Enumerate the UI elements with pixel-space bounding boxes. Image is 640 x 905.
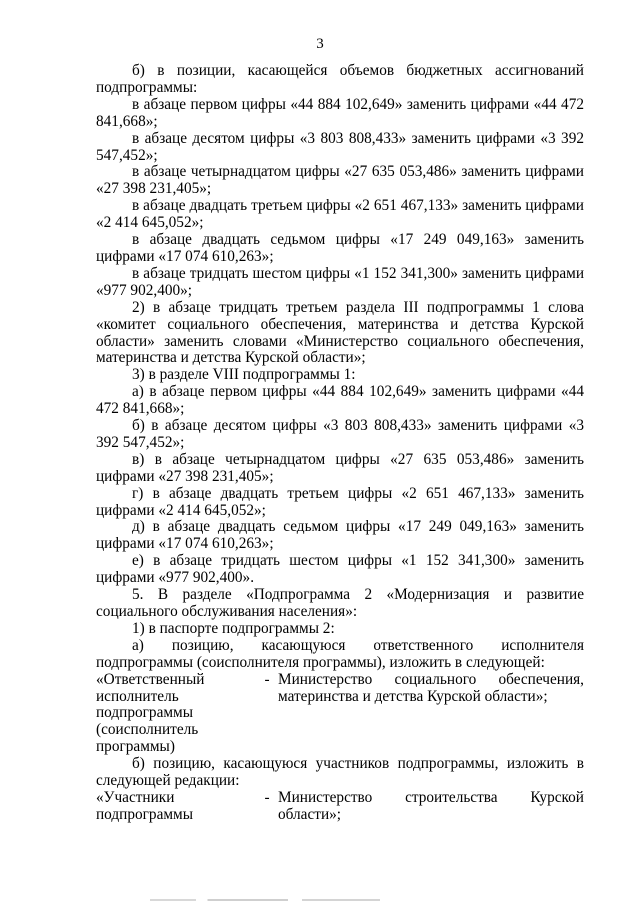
paragraph: в абзаце десятом цифры «3 803 808,433» заменить цифрами «3 392 547,452»; bbox=[96, 129, 584, 164]
row-label bbox=[96, 790, 246, 824]
paragraph: в абзаце четырнадцатом цифры «27 635 053,486» заменить цифрами «27 398 231,405»; bbox=[96, 163, 584, 198]
row-value: Министерство строительства Курской области»; bbox=[278, 788, 584, 823]
row-label bbox=[96, 672, 246, 757]
paragraph: в абзаце двадцать седьмом цифры «17 249 049,163» заменить цифрами «17 074 610,263»; bbox=[96, 231, 584, 265]
label-line: подпрограммы bbox=[96, 704, 194, 722]
paragraph: в абзаце первом цифры «44 884 102,649» заменить цифрами «44 472 841,668»; bbox=[96, 95, 584, 130]
paragraph: д) в абзаце двадцать седьмом цифры «17 249 049,163» заменить цифрами «17 074 610,263»; bbox=[96, 518, 584, 553]
label-line: исполнитель bbox=[96, 687, 179, 705]
label-line: подпрограммы bbox=[96, 805, 194, 823]
paragraph: г) в абзаце двадцать третьем цифры «2 651 467,133» заменить цифрами «2 414 645,052»; bbox=[96, 484, 584, 519]
paragraph: б) в позиции, касающейся объемов бюджетных ассигнований подпрограммы: bbox=[96, 62, 584, 96]
label-line: (соисполнитель bbox=[96, 721, 199, 739]
paragraph: в абзаце двадцать третьем цифры «2 651 467,133» заменить цифрами «2 414 645,052»; bbox=[96, 197, 584, 232]
paragraph: а) позицию, касающуюся ответственного исполнителя подпрограммы (соисполнителя программы), изложить в следующей: bbox=[96, 636, 584, 671]
paragraph: 3) в разделе VIII подпрограммы 1: bbox=[132, 366, 356, 384]
row-dash: - bbox=[264, 788, 270, 806]
page-number: 3 bbox=[316, 36, 324, 52]
label-line: программы) bbox=[96, 738, 175, 756]
paragraph: а) в абзаце первом цифры «44 884 102,649» заменить цифрами «44 472 841,668»; bbox=[96, 383, 584, 418]
paragraph: б) позицию, касающуюся участников подпрограммы, изложить в следующей редакции: bbox=[96, 755, 584, 790]
paragraph: б) в абзаце десятом цифры «3 803 808,433» заменить цифрами «3 392 547,452»; bbox=[96, 417, 584, 451]
row-value: Министерство социального обеспечения, материнства и детства Курской области»; bbox=[278, 670, 584, 705]
responsible-executor-row bbox=[96, 672, 584, 757]
label-line: «Ответственный bbox=[96, 670, 205, 688]
paragraph: 5. В разделе «Подпрограмма 2 «Модернизация и развитие социального обслуживания населения»: bbox=[96, 586, 584, 620]
scan-edge-artifact bbox=[150, 899, 380, 901]
participants-row bbox=[96, 790, 584, 824]
paragraph: в абзаце тридцать шестом цифры «1 152 341,300» заменить цифрами «977 902,400»; bbox=[96, 264, 584, 299]
paragraph: 2) в абзаце тридцать третьем раздела III подпрограммы 1 слова «комитет социального обеспечения, материнства и детства Курской области» заменить словами «Министерство социального обеспечения, материнства и детства Курской области»; bbox=[96, 298, 584, 367]
paragraph: 1) в паспорте подпрограммы 2: bbox=[132, 619, 335, 637]
row-dash: - bbox=[264, 670, 270, 688]
label-line: «Участники bbox=[96, 788, 175, 806]
paragraph: в) в абзаце четырнадцатом цифры «27 635 053,486» заменить цифрами «27 398 231,405»; bbox=[96, 450, 584, 485]
paragraph: е) в абзаце тридцать шестом цифры «1 152 341,300» заменить цифрами «977 902,400». bbox=[96, 552, 584, 587]
document-body bbox=[96, 63, 584, 824]
